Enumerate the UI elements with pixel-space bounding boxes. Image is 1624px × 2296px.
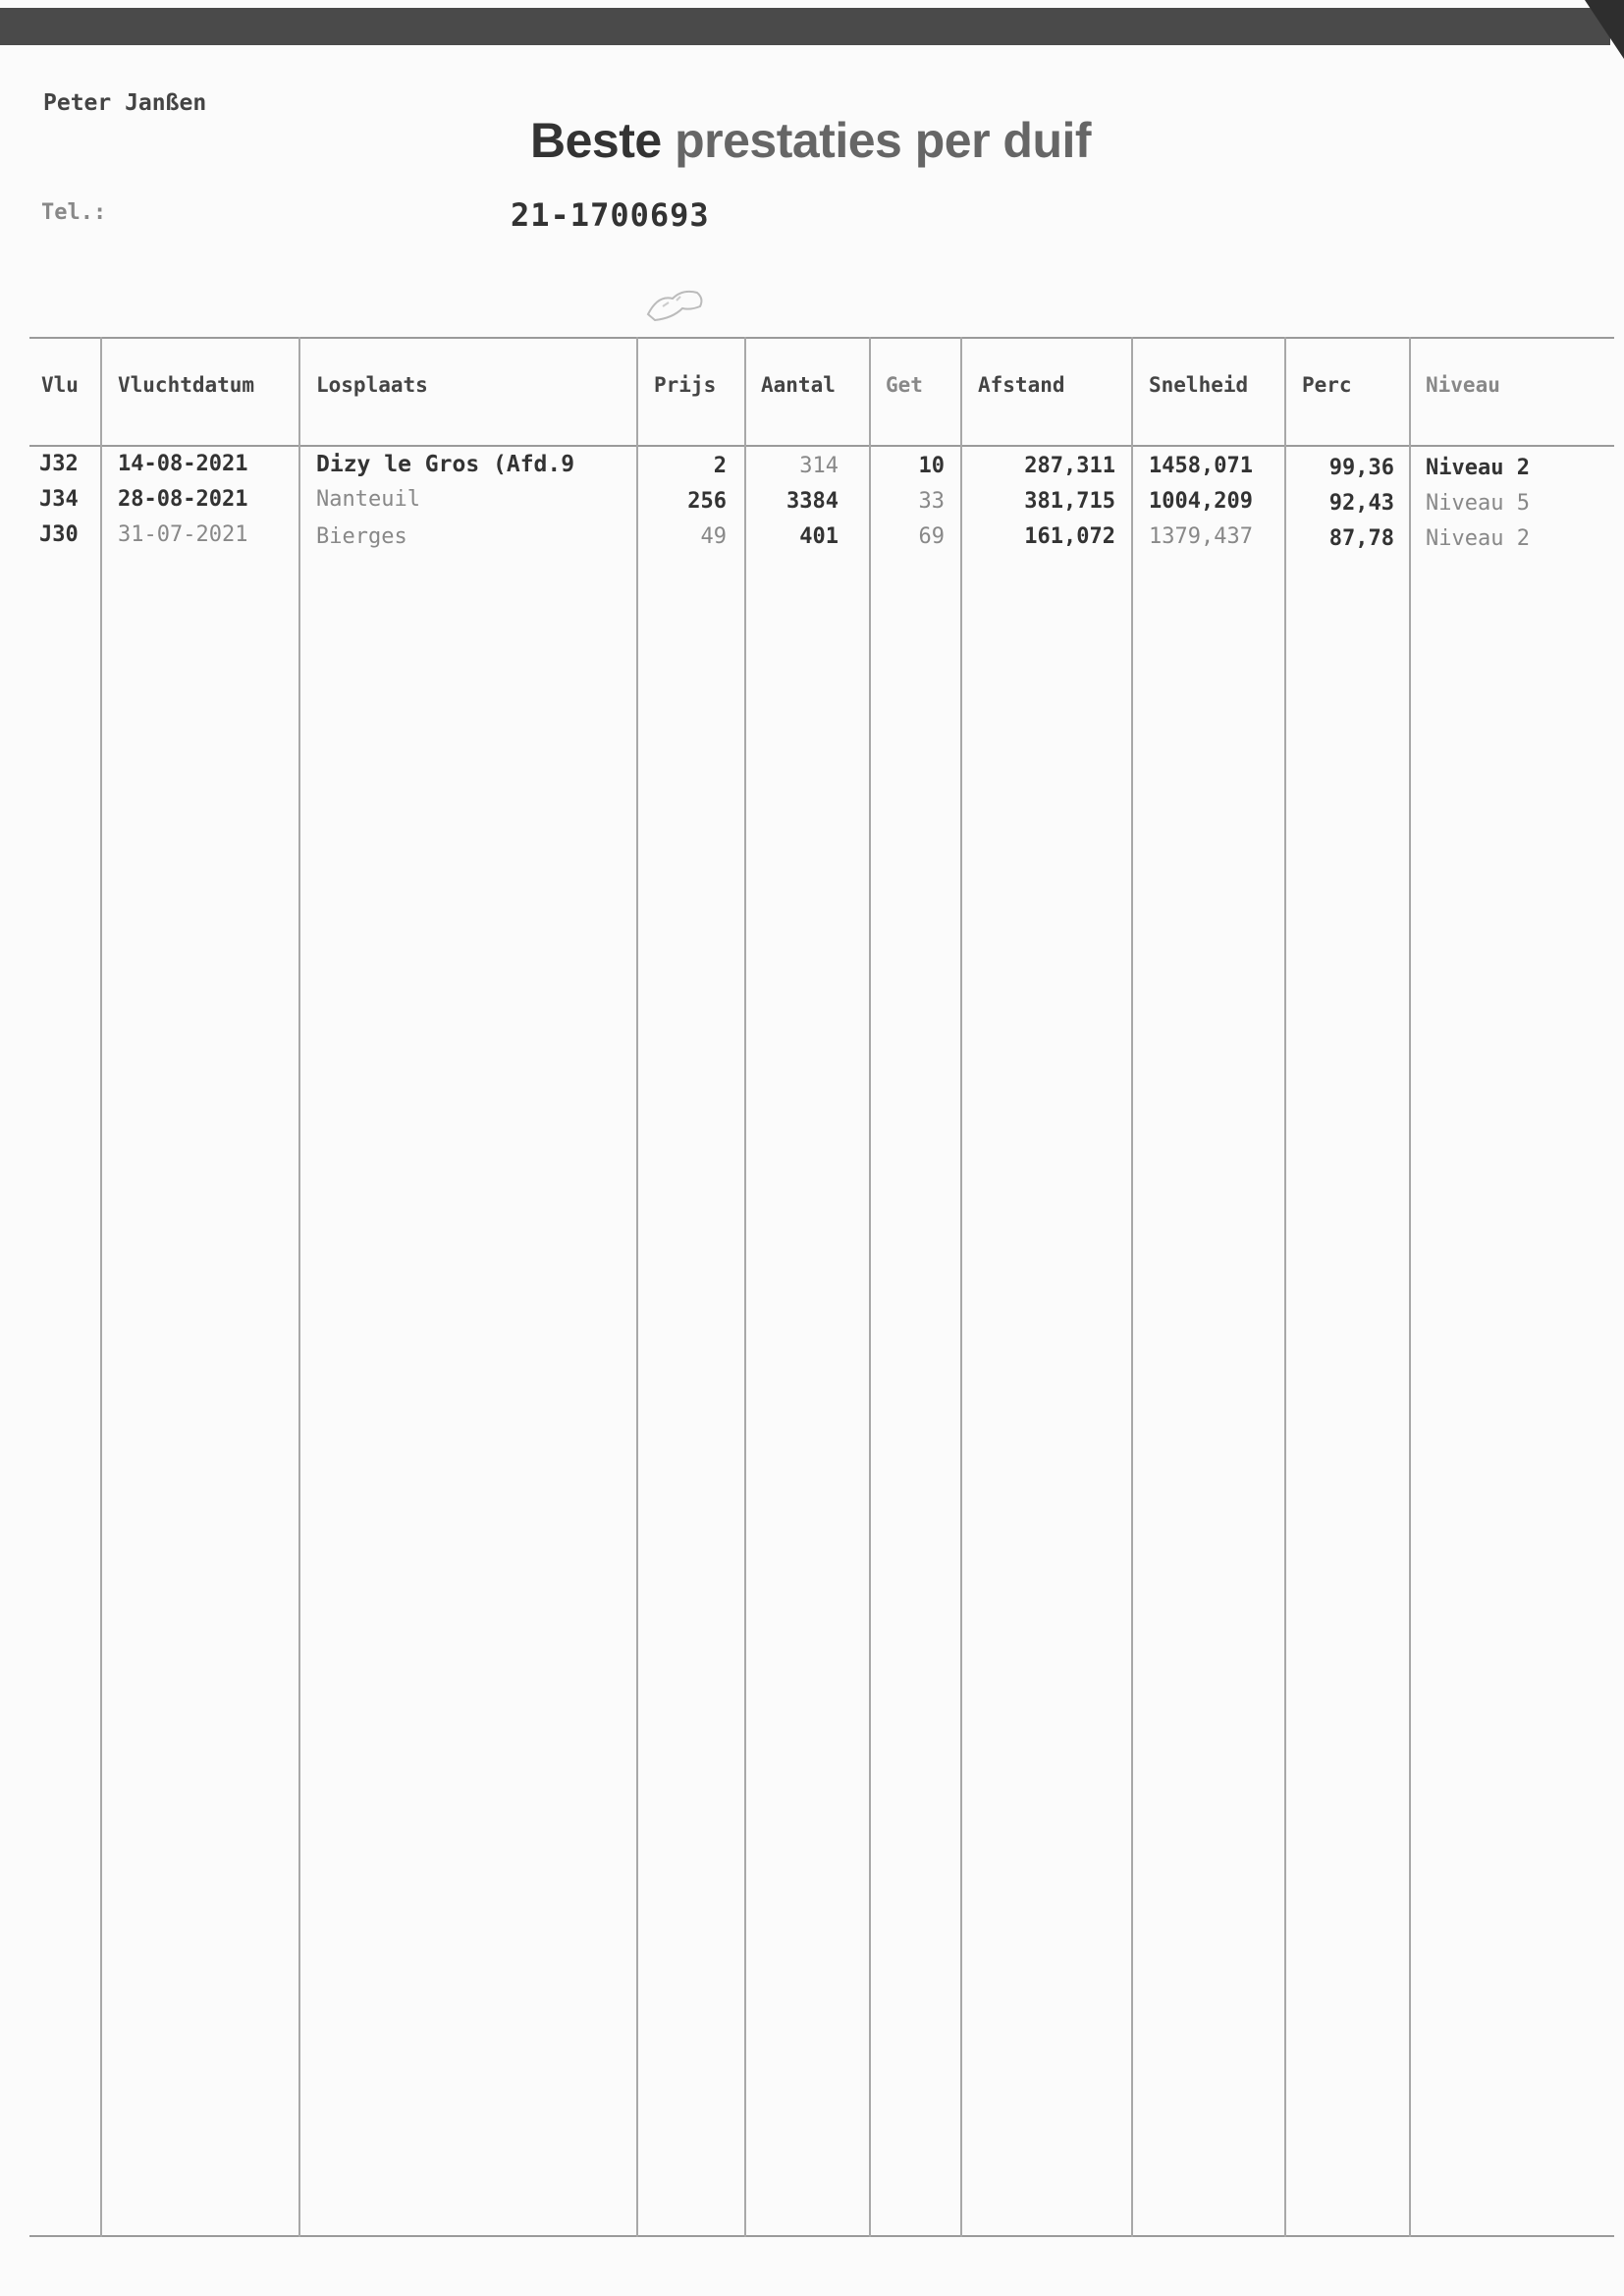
row2-aantal: 3384 bbox=[786, 489, 839, 514]
row2-get: 33 bbox=[918, 489, 945, 514]
row1-aantal: 314 bbox=[799, 454, 839, 478]
header-get: Get bbox=[886, 373, 923, 397]
column-divider bbox=[298, 337, 300, 2237]
row1-afstand: 287,311 bbox=[1024, 454, 1115, 478]
row1-snelheid: 1458,071 bbox=[1149, 454, 1253, 478]
row1-prijs: 2 bbox=[713, 454, 727, 478]
row1-losplaats: Dizy le Gros (Afd.9 bbox=[316, 452, 575, 477]
row2-niveau: Niveau 5 bbox=[1426, 491, 1530, 516]
row2-afstand: 381,715 bbox=[1024, 489, 1115, 514]
row1-date: 14-08-2021 bbox=[118, 452, 248, 476]
row2-perc: 92,43 bbox=[1328, 491, 1394, 516]
header-aantal: Aantal bbox=[761, 373, 836, 397]
scan-corner-fold bbox=[1585, 0, 1624, 59]
header-snelheid: Snelheid bbox=[1149, 373, 1249, 397]
row3-snelheid: 1379,437 bbox=[1149, 524, 1253, 549]
column-divider bbox=[869, 337, 871, 2237]
header-losplaats: Losplaats bbox=[316, 373, 428, 397]
column-divider bbox=[1284, 337, 1286, 2237]
row3-prijs: 49 bbox=[700, 524, 727, 549]
row2-date: 28-08-2021 bbox=[118, 487, 248, 512]
header-perc: Perc bbox=[1302, 373, 1352, 397]
results-table-grid bbox=[29, 337, 1614, 2237]
scan-top-bar bbox=[0, 8, 1610, 45]
row1-get: 10 bbox=[918, 454, 945, 478]
owner-name: Peter Janßen bbox=[43, 90, 207, 116]
ring-number: 21-1700693 bbox=[511, 196, 710, 234]
row2-losplaats: Nanteuil bbox=[316, 487, 420, 512]
row3-niveau: Niveau 2 bbox=[1426, 526, 1530, 551]
row3-get: 69 bbox=[918, 524, 945, 549]
page-title bbox=[530, 112, 1091, 169]
header-prijs: Prijs bbox=[654, 373, 717, 397]
row2-vlu: J34 bbox=[39, 487, 79, 512]
row3-afstand: 161,072 bbox=[1024, 524, 1115, 549]
header-niveau: Niveau bbox=[1426, 373, 1500, 397]
pigeon-stamp-icon bbox=[643, 285, 712, 326]
row2-prijs: 256 bbox=[687, 489, 727, 514]
column-divider bbox=[1409, 337, 1411, 2237]
table-top-rule bbox=[29, 337, 1614, 339]
title-first-word: Beste bbox=[530, 113, 662, 168]
row1-vlu: J32 bbox=[39, 452, 79, 476]
row3-date: 31-07-2021 bbox=[118, 522, 248, 547]
header-bottom-rule bbox=[29, 445, 1614, 447]
table-bottom-rule bbox=[29, 2235, 1614, 2237]
header-vlu: Vlu bbox=[41, 373, 79, 397]
row3-aantal: 401 bbox=[799, 524, 839, 549]
column-divider bbox=[636, 337, 638, 2237]
column-divider bbox=[744, 337, 746, 2237]
row2-snelheid: 1004,209 bbox=[1149, 489, 1253, 514]
row3-losplaats: Bierges bbox=[316, 524, 407, 549]
title-rest: prestaties per duif bbox=[675, 113, 1092, 168]
row1-niveau: Niveau 2 bbox=[1426, 456, 1530, 480]
row3-vlu: J30 bbox=[39, 522, 79, 547]
column-divider bbox=[1131, 337, 1133, 2237]
column-divider bbox=[100, 337, 102, 2237]
row3-perc: 87,78 bbox=[1328, 526, 1394, 551]
row1-perc: 99,36 bbox=[1328, 456, 1394, 480]
column-divider bbox=[960, 337, 962, 2237]
header-afstand: Afstand bbox=[978, 373, 1065, 397]
header-vluchtdatum: Vluchtdatum bbox=[118, 373, 255, 397]
tel-label: Tel.: bbox=[41, 200, 107, 225]
